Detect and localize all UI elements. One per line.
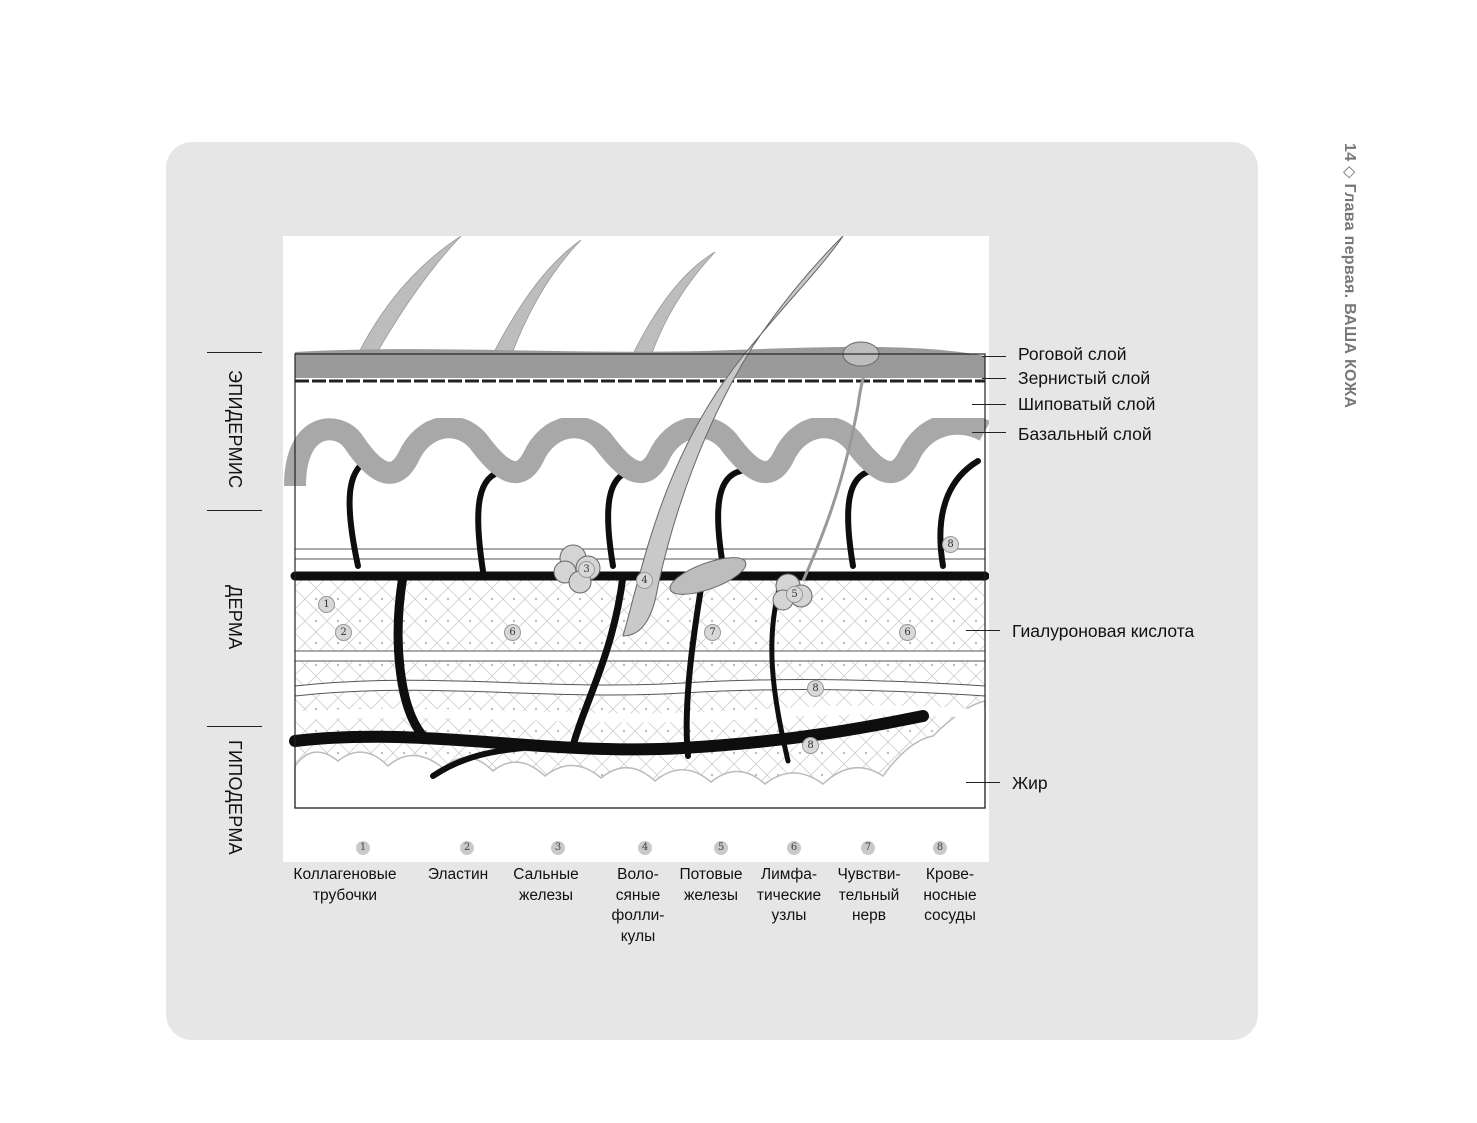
legend-num-elastin: 2 [460, 841, 474, 855]
leader-basal [972, 432, 1006, 433]
leader-granular [982, 378, 1006, 379]
marker-follicle: 4 [636, 572, 653, 589]
skin-cross-section-illustration [283, 236, 989, 862]
layer-separator-epidermis-dermis [207, 510, 262, 511]
running-head-separator: ◇ [1341, 166, 1358, 179]
layer-label-dermis: ДЕРМА [225, 585, 245, 650]
marker-sebaceous: 3 [578, 561, 595, 578]
label-basal: Базальный слой [1018, 424, 1152, 444]
legend-num-collagen: 1 [356, 841, 370, 855]
surface-hairs [358, 236, 715, 356]
marker-collagen: 1 [318, 596, 335, 613]
label-stratum-corneum: Роговой слой [1018, 344, 1127, 364]
legend-num-vessels: 8 [933, 841, 947, 855]
chapter-title: Глава первая. ВАША КОЖА [1341, 183, 1358, 409]
leader-stratum-corneum [982, 356, 1006, 357]
legend-num-follicle: 4 [638, 841, 652, 855]
legend-name-sweat: Потовые железы [679, 866, 743, 904]
layer-separator-top [207, 352, 262, 353]
label-fat: Жир [1012, 773, 1048, 793]
legend-num-sebaceous: 3 [551, 841, 565, 855]
marker-vessel-top: 8 [942, 536, 959, 553]
legend-name-follicle: Воло- сяные фолли- кулы [611, 866, 665, 945]
legend-name-lymph: Лимфа- тические узлы [756, 866, 822, 924]
marker-sweat: 5 [786, 586, 803, 603]
marker-nerve: 7 [704, 624, 721, 641]
legend-num-sweat: 5 [714, 841, 728, 855]
running-head [1338, 143, 1364, 433]
marker-lymph-right: 6 [899, 624, 916, 641]
layer-label-hypodermis: ГИПОДЕРМА [225, 740, 245, 855]
legend-num-lymph: 6 [787, 841, 801, 855]
running-head-text [1340, 143, 1360, 408]
leader-spinous [972, 404, 1006, 405]
legend-name-nerve: Чувстви- тельный нерв [837, 866, 901, 924]
legend-name-collagen: Коллагеновые трубочки [293, 866, 397, 904]
marker-elastin: 2 [335, 624, 352, 641]
leader-hyaluronic [966, 630, 1000, 631]
marker-lymph-left: 6 [504, 624, 521, 641]
marker-vessel-bottom: 8 [802, 737, 819, 754]
layer-label-epidermis: ЭПИДЕРМИС [225, 370, 245, 489]
spinous-layer [295, 378, 985, 418]
leader-fat [966, 782, 1000, 783]
legend-num-nerve: 7 [861, 841, 875, 855]
page-number: 14 [1341, 143, 1358, 162]
marker-vessel-mid: 8 [807, 680, 824, 697]
legend-name-sebaceous: Сальные железы [513, 866, 579, 904]
layer-separator-dermis-hypodermis [207, 726, 262, 727]
label-granular: Зернистый слой [1018, 368, 1151, 388]
legend-name-elastin: Эластин [427, 866, 489, 883]
skin-diagram-svg [283, 236, 989, 862]
label-spinous: Шиповатый слой [1018, 394, 1156, 414]
legend-name-vessels: Крове- носные сосуды [923, 866, 977, 924]
label-hyaluronic-acid: Гиалуроновая кислота [1012, 621, 1195, 641]
basal-layer [295, 424, 985, 486]
